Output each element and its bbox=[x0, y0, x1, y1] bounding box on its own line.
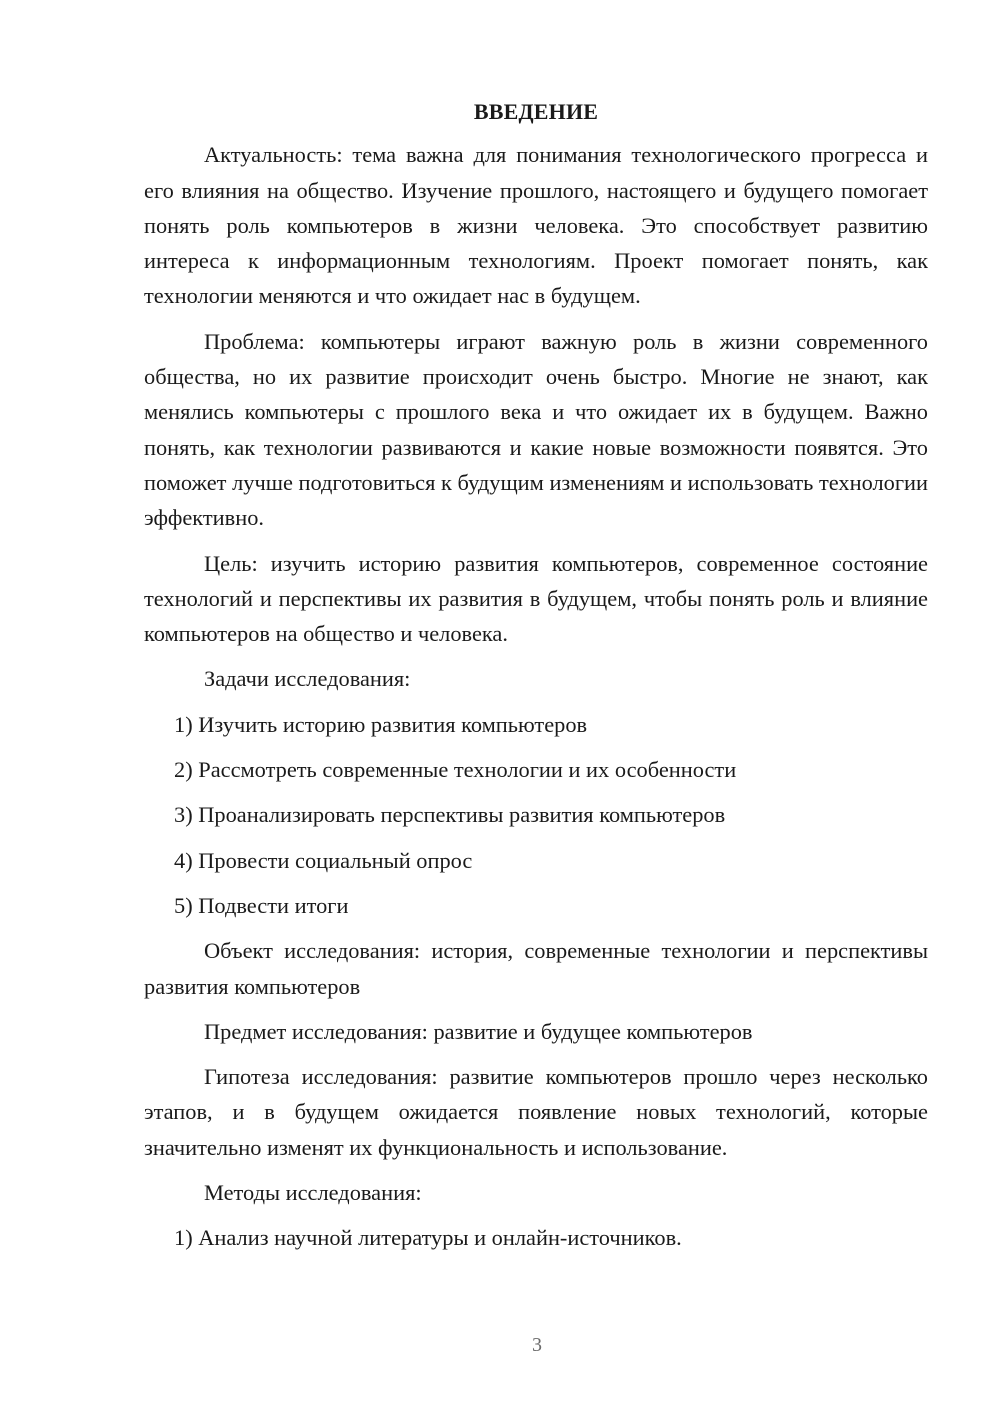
task-item: 2) Рассмотреть современные технологии и их особенности bbox=[174, 757, 737, 783]
goal-paragraph: Цель: изучить историю развития компьютеров, современное состояние технологий и перспективы их развития в будущем, чтобы понять роль и влияние компьютеров на общество и человека. bbox=[144, 550, 928, 647]
page-number: 3 bbox=[532, 1334, 542, 1356]
task-item: 3) Проанализировать перспективы развития компьютеров bbox=[174, 802, 726, 828]
relevance-paragraph: Актуальность: тема важна для понимания технологического прогресса и его влияния на общество. Изучение прошлого, настоящего и будущего помогает понять роль компьютеров в жизни человека. Это способствует развитию интереса к информационным технологиям. Проект помогает понять, как технологии меняются и что ожидает нас в будущем. bbox=[144, 142, 928, 309]
method-item: 1) Анализ научной литературы и онлайн-источников. bbox=[174, 1225, 682, 1251]
task-item: 5) Подвести итоги bbox=[174, 892, 349, 918]
tasks-heading: Задачи исследования: bbox=[204, 666, 411, 692]
page-content bbox=[144, 94, 928, 1266]
page-title: ВВЕДЕНИЕ bbox=[473, 99, 599, 124]
subject-line: Предмет исследования: развитие и будущее компьютеров bbox=[204, 1018, 753, 1044]
task-item: 1) Изучить историю развития компьютеров bbox=[174, 711, 588, 737]
task-item: 4) Провести социальный опрос bbox=[174, 847, 473, 873]
methods-heading: Методы исследования: bbox=[204, 1180, 422, 1206]
hypothesis-paragraph: Гипотеза исследования: развитие компьютеров прошло через несколько этапов, и в будущем ожидается появление новых технологий, которые значительно изменят их функциональность и использование. bbox=[144, 1064, 928, 1160]
problem-paragraph: Проблема: компьютеры играют важную роль в жизни современного общества, но их развитие происходит очень быстро. Многие не знают, как менялись компьютеры с прошлого века и что ожидает их в будущем. Важно понять, как технологии развиваются и какие новые возможности появятся. Это поможет лучше подготовиться к будущим изменениям и использовать технологии эффективно. bbox=[144, 328, 928, 531]
object-paragraph: Объект исследования: история, современные технологии и перспективы развития компьютеров bbox=[144, 938, 928, 999]
